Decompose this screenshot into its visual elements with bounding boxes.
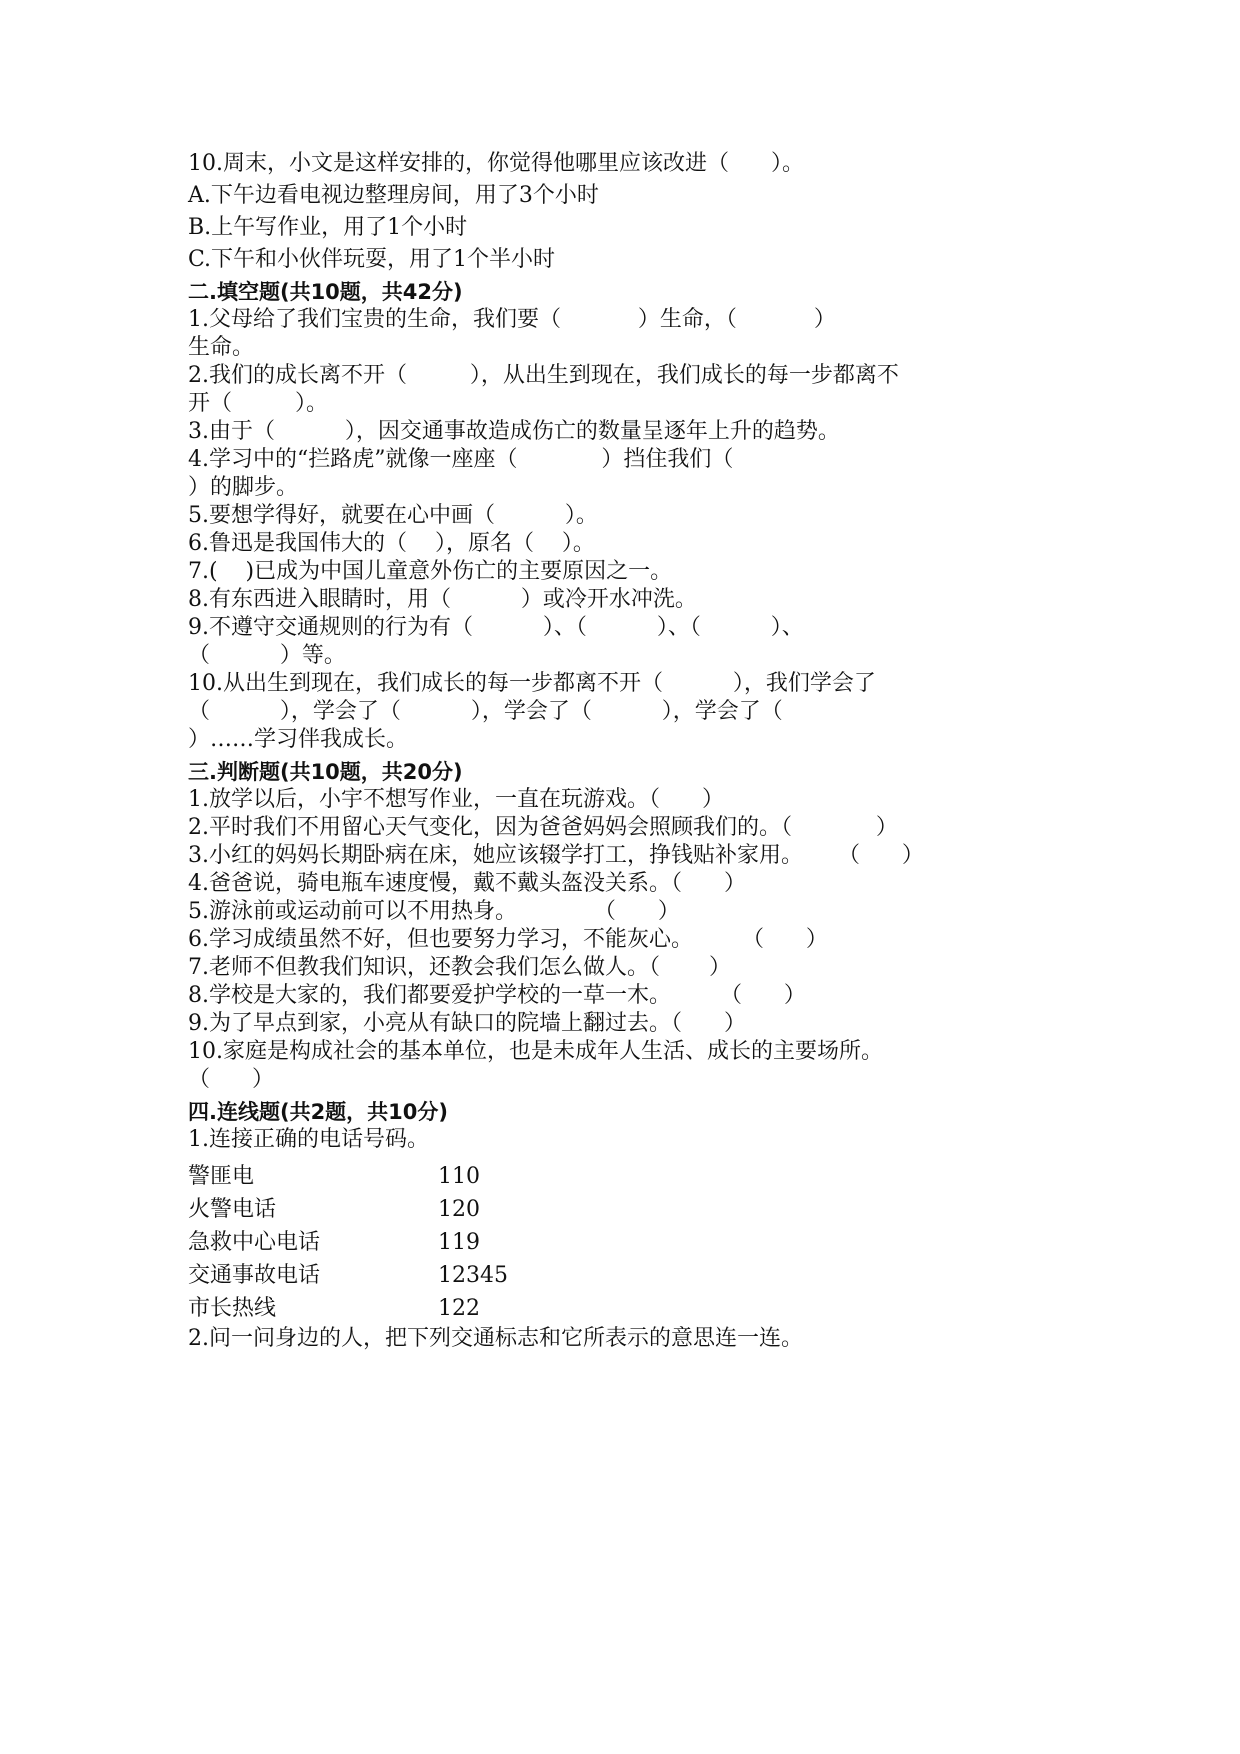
fill-line: 4.学习中的“拦路虎”就像一座座（ ）挡住我们（ <box>188 447 734 472</box>
table-row <box>188 1292 1068 1325</box>
section-heading-judge: 三.判断题(共10题，共20分) <box>188 760 463 784</box>
table-row <box>188 1193 1068 1226</box>
judge-line: 1.放学以后，小宇不想写作业，一直在玩游戏。（ ） <box>188 787 724 812</box>
judge-line: 5.游泳前或运动前可以不用热身。 （ ） <box>188 899 680 924</box>
match-right-item: 120 <box>438 1196 480 1222</box>
judge-line: 2.平时我们不用留心天气变化，因为爸爸妈妈会照顾我们的。（ ） <box>188 815 898 840</box>
table-row <box>188 1160 1068 1193</box>
fill-line: （ ）等。 <box>188 643 346 668</box>
judge-line: 7.老师不但教我们知识，还教会我们怎么做人。（ ） <box>188 955 731 980</box>
judge-line: 3.小红的妈妈长期卧病在床，她应该辍学打工，挣钱贴补家用。 （ ） <box>188 843 924 868</box>
section-heading-match: 四.连线题(共2题，共10分) <box>188 1100 449 1124</box>
choice-q10-option-b: B.上午写作业，用了1个小时 <box>188 215 468 240</box>
fill-line: ）……学习伴我成长。 <box>188 727 409 752</box>
judge-line: （ ） <box>188 1067 274 1092</box>
section-heading-fill: 二.填空题(共10题，共42分) <box>188 280 463 304</box>
fill-line: 3.由于（ ），因交通事故造成伤亡的数量呈逐年上升的趋势。 <box>188 419 840 444</box>
match-left-item: 火警电话 <box>188 1196 277 1222</box>
fill-line: ）的脚步。 <box>188 475 299 500</box>
fill-line: 生命。 <box>188 335 255 360</box>
match-right-item: 119 <box>438 1229 480 1255</box>
fill-line: （ ），学会了（ ），学会了（ ），学会了（ <box>188 699 783 724</box>
judge-line: 10.家庭是构成社会的基本单位，也是未成年人生活、成长的主要场所。 <box>188 1039 883 1064</box>
match-left-item: 警匪电 <box>188 1163 255 1189</box>
table-row <box>188 1259 1068 1292</box>
fill-line: 10.从出生到现在，我们成长的每一步都离不开（ ），我们学会了 <box>188 671 876 696</box>
fill-line: 7.( )已成为中国儿童意外伤亡的主要原因之一。 <box>188 559 673 584</box>
choice-q10-option-a: A.下午边看电视边整理房间，用了3个小时 <box>188 183 599 208</box>
match-question-2: 2.问一问身边的人，把下列交通标志和它所表示的意思连一连。 <box>188 1326 803 1351</box>
match-right-item: 122 <box>438 1295 480 1321</box>
match-left-item: 市长热线 <box>188 1295 277 1321</box>
judge-line: 4.爸爸说，骑电瓶车速度慢，戴不戴头盔没关系。（ ） <box>188 871 746 896</box>
fill-line: 9.不遵守交通规则的行为有（ ）、（ ）、（ ）、 <box>188 615 804 640</box>
match-question-1: 1.连接正确的电话号码。 <box>188 1127 429 1152</box>
match-right-item: 110 <box>438 1163 480 1189</box>
worksheet-content <box>188 150 1068 1353</box>
fill-line: 开（ ）。 <box>188 391 328 416</box>
judge-line: 6.学习成绩虽然不好，但也要努力学习，不能灰心。 （ ） <box>188 927 828 952</box>
judge-line: 8.学校是大家的，我们都要爱护学校的一草一木。 （ ） <box>188 983 806 1008</box>
fill-line: 8.有东西进入眼睛时，用（ ）或冷开水冲洗。 <box>188 587 697 612</box>
match-right-item: 12345 <box>438 1262 508 1288</box>
choice-q10-stem: 10.周末，小文是这样安排的，你觉得他哪里应该改进（ ）。 <box>188 151 804 176</box>
fill-line: 1.父母给了我们宝贵的生命，我们要（ ）生命，（ ） <box>188 307 836 332</box>
phone-number-table <box>188 1160 1068 1325</box>
fill-line: 5.要想学得好，就要在心中画（ ）。 <box>188 503 598 528</box>
fill-line: 2.我们的成长离不开（ ），从出生到现在，我们成长的每一步都离不 <box>188 363 899 388</box>
choice-q10-option-c: C.下午和小伙伴玩耍，用了1个半小时 <box>188 247 556 272</box>
table-row <box>188 1226 1068 1259</box>
fill-line: 6.鲁迅是我国伟大的（ ），原名（ ）。 <box>188 531 595 556</box>
match-left-item: 急救中心电话 <box>188 1229 321 1255</box>
match-left-item: 交通事故电话 <box>188 1262 321 1288</box>
judge-line: 9.为了早点到家，小亮从有缺口的院墙上翻过去。（ ） <box>188 1011 746 1036</box>
